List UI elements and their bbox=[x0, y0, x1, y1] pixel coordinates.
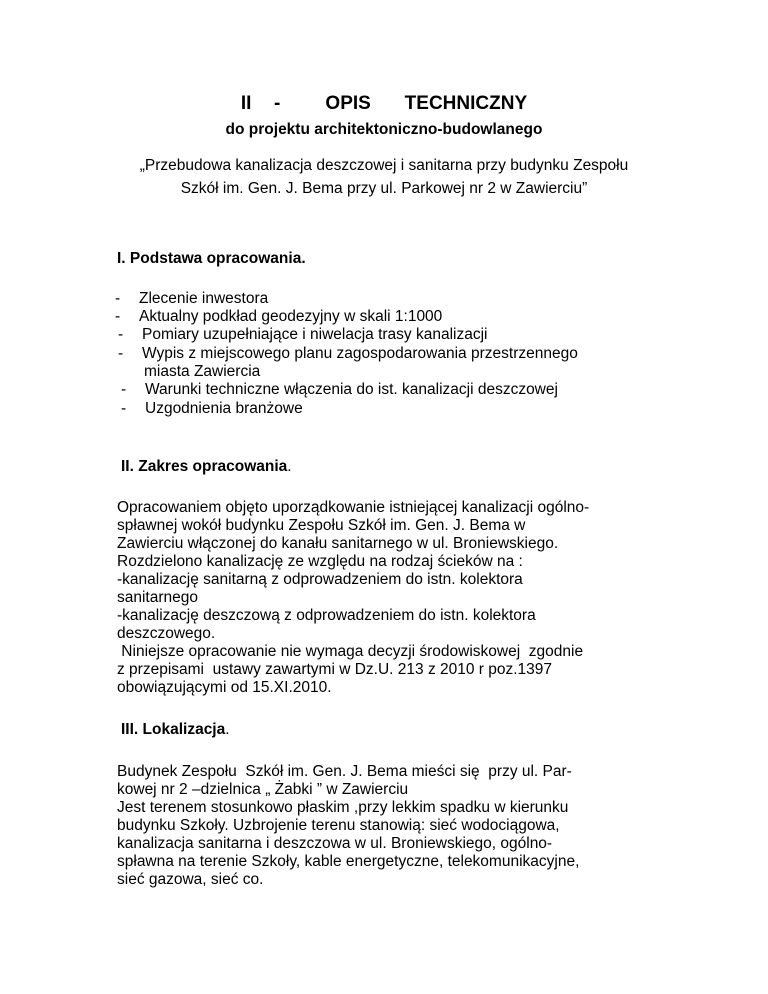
paragraph-line: -kanalizację deszczową z odprowadzeniem do istn. kolektora bbox=[117, 607, 536, 624]
paragraph-line: Niniejsze opracowanie nie wymaga decyzji środowiskowej zgodnie bbox=[117, 643, 584, 660]
paragraph-line: spławnej wokół budynku Zespołu Szkół im. Gen. J. Bema w bbox=[117, 517, 526, 534]
list-item: - Aktualny podkład geodezyjny w skali 1:1000 bbox=[115, 308, 443, 325]
section-1-heading: I. Podstawa opracowania. bbox=[117, 250, 306, 267]
paragraph-line: kanalizacja sanitarna i deszczowa w ul. Broniewskiego, ogólno- bbox=[117, 835, 553, 852]
paragraph-line: Rozdzielono kanalizację ze względu na rodzaj ścieków na : bbox=[117, 553, 523, 570]
paragraph-line: -kanalizację sanitarną z odprowadzeniem do istn. kolektora bbox=[117, 571, 523, 588]
paragraph-line: budynku Szkoły. Uzbrojenie terenu stanowią: sieć wodociągowa, bbox=[117, 817, 560, 834]
list-item: - Zlecenie inwestora bbox=[115, 290, 269, 307]
project-name-line-1: „Przebudowa kanalizacja deszczowej i sanitarna przy budynku Zespołu bbox=[139, 157, 629, 174]
document-subtitle: do projektu architektoniczno-budowlanego bbox=[225, 121, 543, 138]
paragraph-line: sieć gazowa, sieć co. bbox=[117, 871, 264, 888]
paragraph-line: Zawierciu włączonej do kanału sanitarnego w ul. Broniewskiego. bbox=[117, 535, 559, 552]
paragraph-line: Opracowaniem objęto uporządkowanie istniejącej kanalizacji ogólno- bbox=[117, 499, 590, 516]
section-2-heading: II. Zakres opracowania. bbox=[121, 458, 292, 475]
paragraph-line: kowej nr 2 –dzielnica „ Żabki ” w Zawierciu bbox=[117, 781, 409, 798]
project-name-line-2: Szkół im. Gen. J. Bema przy ul. Parkowej nr 2 w Zawierciu” bbox=[180, 180, 588, 197]
list-item-continuation: miasta Zawiercia bbox=[144, 363, 261, 380]
paragraph-line: deszczowego. bbox=[117, 625, 216, 642]
paragraph-line: obowiązującymi od 15.XI.2010. bbox=[117, 679, 332, 696]
paragraph-line: sanitarnego bbox=[117, 589, 199, 606]
paragraph-line: Jest terenem stosunkowo płaskim ,przy lekkim spadku w kierunku bbox=[117, 799, 569, 816]
list-item: - Wypis z miejscowego planu zagospodarowania przestrzennego bbox=[118, 345, 578, 362]
list-item: - Pomiary uzupełniające i niwelacja trasy kanalizacji bbox=[118, 326, 488, 343]
paragraph-line: z przepisami ustawy zawartymi w Dz.U. 213 z 2010 r poz.1397 bbox=[117, 661, 553, 678]
list-item: - Warunki techniczne włączenia do ist. kanalizacji deszczowej bbox=[121, 381, 558, 398]
paragraph-line: spławna na terenie Szkoły, kable energetyczne, telekomunikacyjne, bbox=[117, 853, 580, 870]
document-title: II - OPIS TECHNICZNY bbox=[240, 93, 528, 114]
section-3-heading: III. Lokalizacja. bbox=[121, 721, 230, 738]
list-item: - Uzgodnienia branżowe bbox=[121, 400, 303, 417]
paragraph-line: Budynek Zespołu Szkół im. Gen. J. Bema mieści się przy ul. Par- bbox=[117, 763, 572, 780]
